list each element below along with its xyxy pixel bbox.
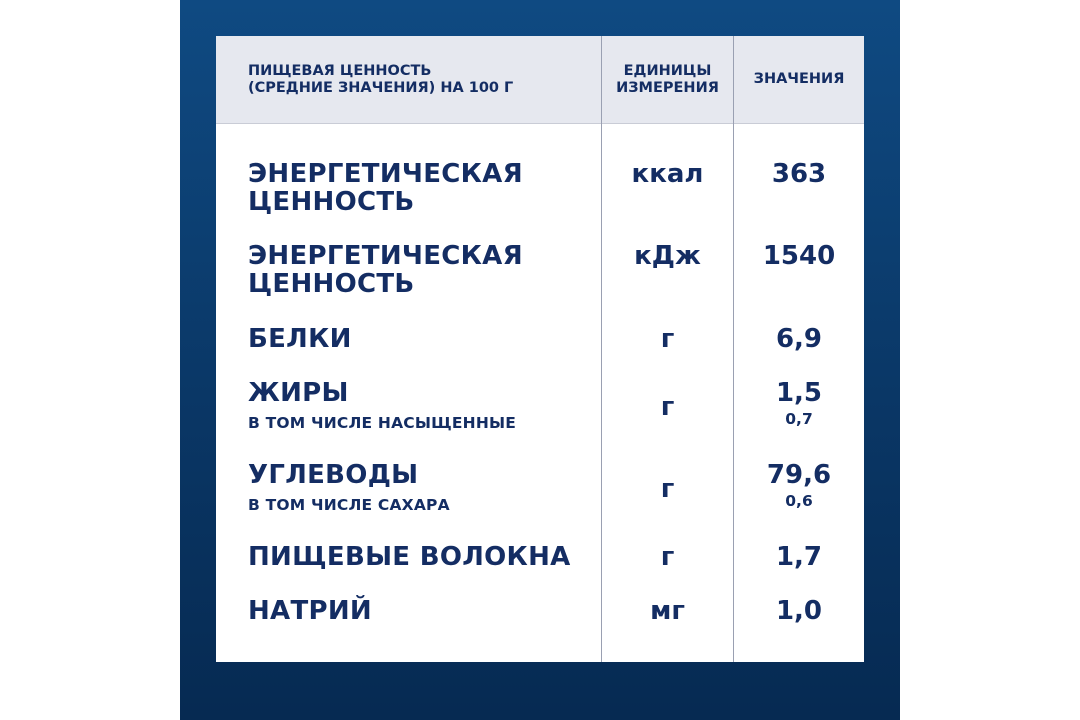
row-label-main: УГЛЕВОДЫ	[248, 460, 419, 490]
row-value: 1,0	[775, 596, 823, 626]
row-label: ПИЩЕВЫЕ ВОЛОКНА	[248, 542, 571, 572]
row-unit: мг	[650, 596, 685, 626]
row-label	[248, 160, 593, 216]
row-unit: г	[660, 324, 675, 354]
row-value	[734, 379, 864, 429]
nutrition-table	[216, 36, 864, 662]
header-units	[602, 36, 733, 123]
row-unit: г	[660, 542, 675, 572]
row-label	[248, 461, 593, 515]
header-nutrition-value	[248, 36, 588, 123]
header-col2-line1: ЕДИНИЦЫ	[623, 62, 712, 79]
row-label-line1: ЭНЕРГЕТИЧЕСКАЯ	[248, 159, 523, 189]
row-subvalue: 0,6	[785, 492, 813, 510]
row-label	[248, 242, 593, 298]
row-value: 363	[771, 159, 827, 189]
row-value: 1,7	[775, 542, 823, 572]
row-value-main: 1,5	[775, 378, 823, 408]
row-value-main: 79,6	[766, 460, 832, 490]
row-unit: ккал	[631, 159, 704, 189]
header-values	[734, 36, 864, 123]
row-value: 1540	[762, 241, 836, 271]
row-label-line2: ЦЕННОСТЬ	[248, 269, 415, 299]
row-subvalue: 0,7	[785, 410, 813, 428]
row-unit: кДж	[634, 241, 701, 271]
header-col1-line1: ПИЩЕВАЯ ЦЕННОСТЬ	[248, 62, 432, 79]
header-col2-line2: ИЗМЕРЕНИЯ	[616, 79, 719, 96]
row-label: БЕЛКИ	[248, 324, 352, 354]
row-unit: г	[660, 474, 675, 504]
row-sublabel: В ТОМ ЧИСЛЕ САХАРА	[248, 496, 450, 514]
row-label: НАТРИЙ	[248, 596, 372, 626]
header-col3: ЗНАЧЕНИЯ	[753, 71, 845, 87]
row-value	[734, 461, 864, 511]
header-col1-line2: (СРЕДНИЕ ЗНАЧЕНИЯ) НА 100 Г	[248, 79, 514, 96]
row-unit: г	[660, 392, 675, 422]
row-value: 6,9	[775, 324, 823, 354]
row-label-main: ЖИРЫ	[248, 378, 349, 408]
row-label-line2: ЦЕННОСТЬ	[248, 187, 415, 217]
scalloped-edge	[180, 708, 900, 720]
row-sublabel: В ТОМ ЧИСЛЕ НАСЫЩЕННЫЕ	[248, 414, 517, 432]
row-label-line1: ЭНЕРГЕТИЧЕСКАЯ	[248, 241, 523, 271]
row-label	[248, 379, 593, 433]
